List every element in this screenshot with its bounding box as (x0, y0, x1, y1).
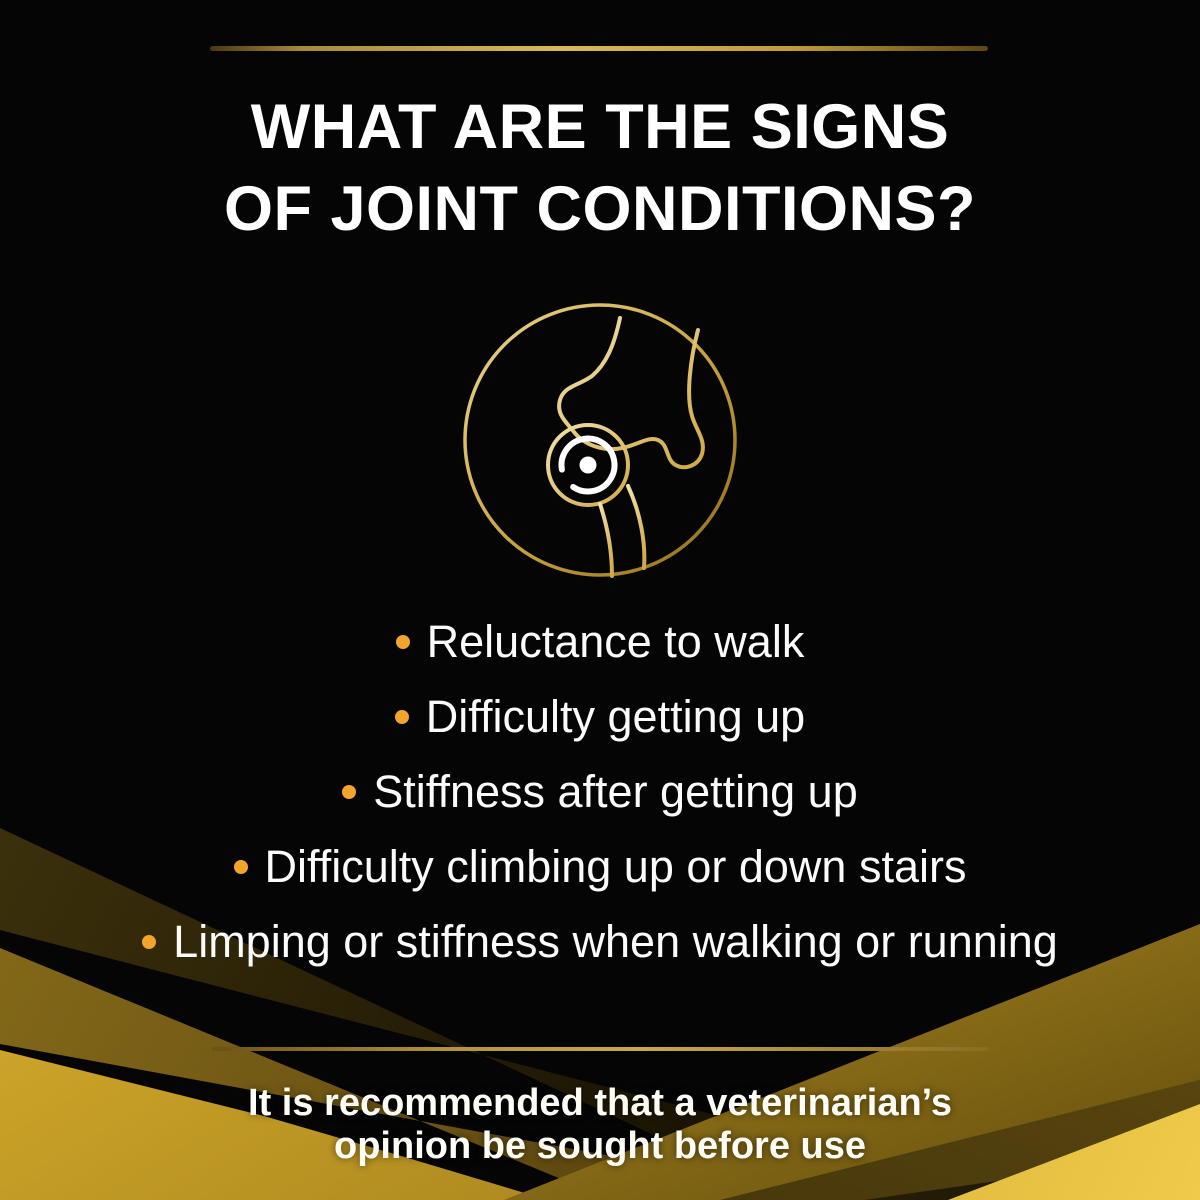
sign-item (396, 616, 805, 668)
disclaimer-line-1: It is recommended that a veterinarian’s (248, 1082, 952, 1124)
bullet-icon (234, 860, 248, 874)
icon-femur-shaft-right (628, 486, 644, 568)
sign-item (395, 691, 805, 743)
sign-item-label: Limping or stiffness when walking or running (173, 916, 1058, 967)
page-title (0, 86, 1200, 250)
hip-joint-icon-svg (460, 300, 740, 580)
sign-item (234, 841, 967, 893)
disclaimer-line-2: opinion be sought before use (334, 1125, 866, 1167)
sign-item-label: Difficulty getting up (425, 691, 806, 742)
sign-item-label: Stiffness after getting up (373, 766, 858, 817)
bullet-icon (395, 710, 409, 724)
bullet-icon (142, 935, 156, 949)
signs-list (0, 616, 1200, 968)
icon-femur-shaft-left (600, 504, 612, 576)
sign-item-label: Reluctance to walk (426, 616, 805, 667)
sign-item (342, 766, 857, 818)
icon-pelvis-bone (559, 318, 703, 467)
sign-item-label: Difficulty climbing up or down stairs (264, 841, 967, 892)
bottom-divider-rule (212, 1047, 988, 1051)
icon-joint-dot (580, 457, 597, 474)
top-divider-rule (210, 46, 988, 51)
bullet-icon (396, 635, 410, 649)
sign-item (142, 916, 1058, 968)
bullet-icon (342, 785, 356, 799)
title-line-2: OF JOINT CONDITIONS? (223, 174, 976, 244)
vet-disclaimer (0, 1082, 1200, 1168)
title-line-1: WHAT ARE THE SIGNS (250, 92, 950, 162)
hip-joint-icon (460, 300, 740, 580)
